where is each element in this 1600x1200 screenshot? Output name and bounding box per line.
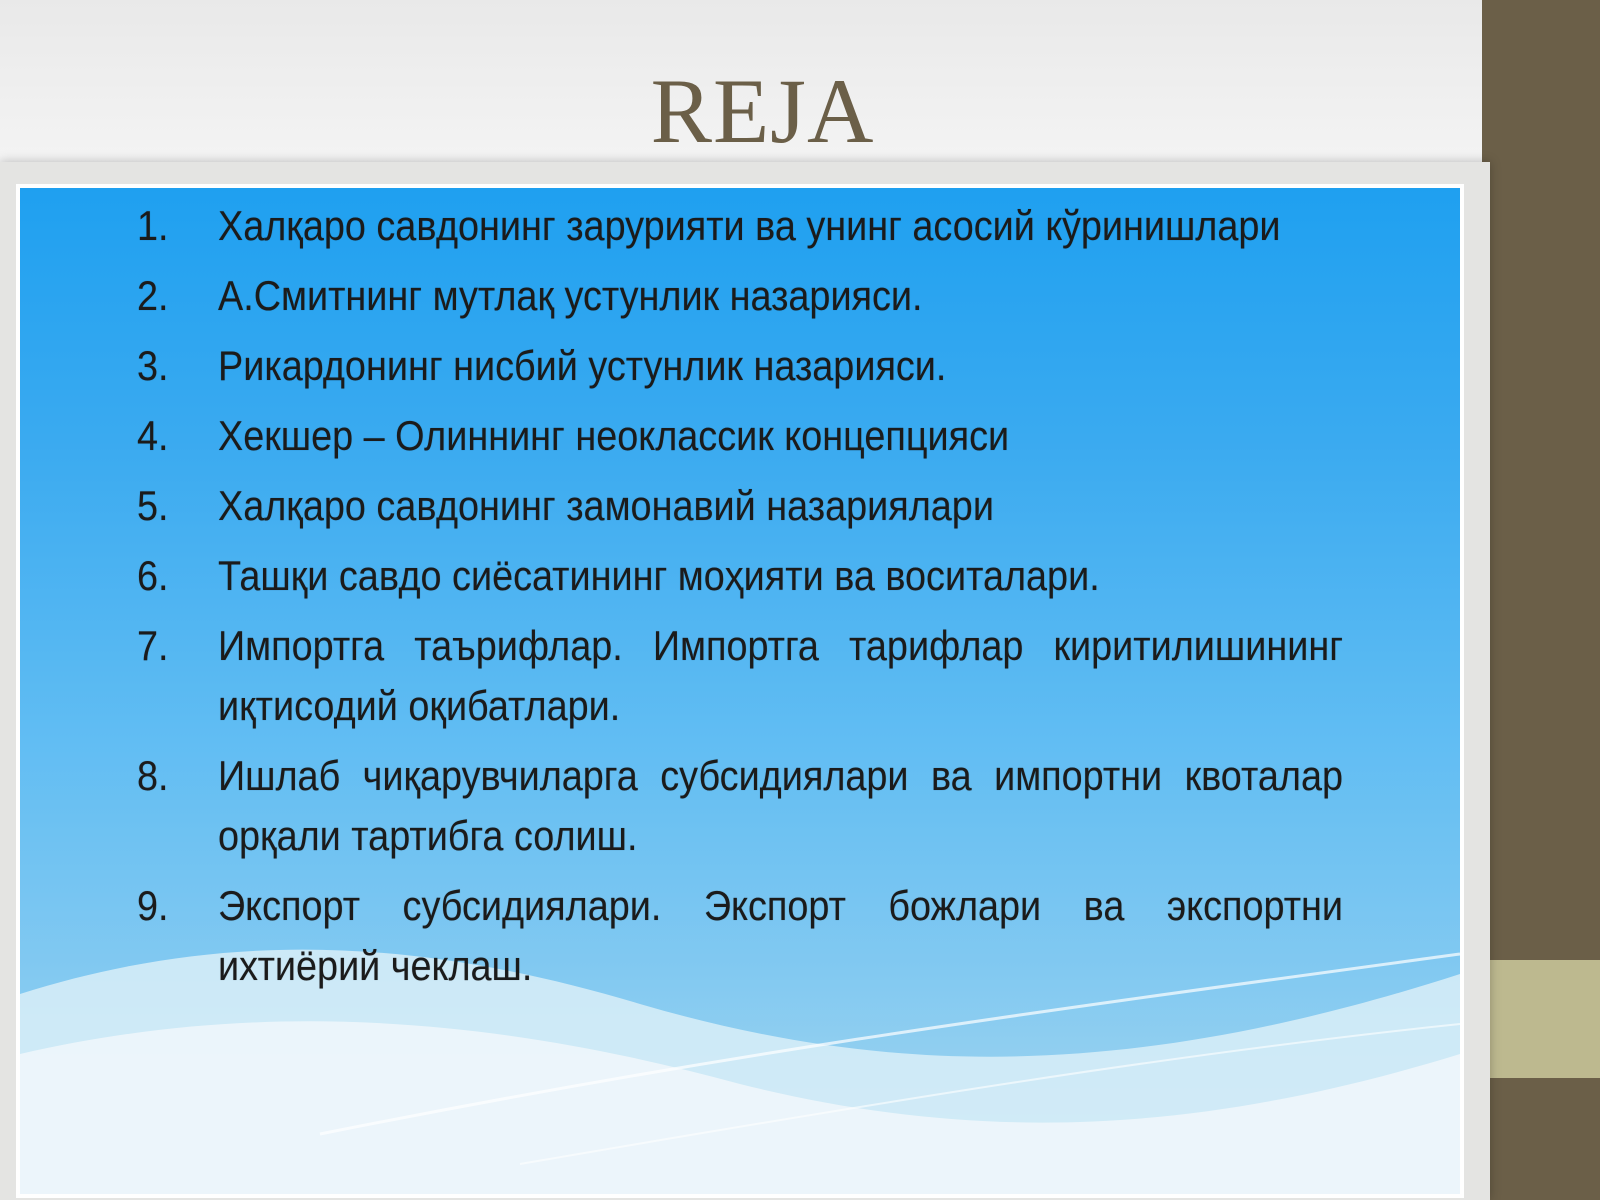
item-number: 6. (137, 552, 169, 599)
list-item (20, 266, 1316, 326)
slide-title: REJA (650, 60, 875, 162)
content-panel (16, 184, 1464, 1198)
item-text: Ташқи савдо сиёсатининг моҳияти ва воситалари. (218, 552, 1100, 599)
item-text: Импортга таърифлар. Импортга тарифлар киритилишининг иқтисодий оқибатлари. (218, 622, 1343, 729)
item-text: Хекшер – Олиннинг неоклассик концепцияси (218, 412, 1010, 459)
item-text: Халқаро савдонинг зарурияти ва унинг асосий кўринишлари (218, 202, 1281, 249)
plan-list (20, 196, 1460, 996)
item-number: 5. (137, 482, 169, 529)
list-item (20, 336, 1316, 396)
list-item (20, 196, 1316, 256)
list-item (20, 406, 1316, 466)
right-accent-block (1482, 960, 1600, 1078)
item-number: 9. (137, 882, 169, 929)
item-text: Ишлаб чиқарувчиларга субсидиялари ва импортни квоталар орқали тартибга солиш. (218, 752, 1343, 859)
item-text: А.Смитнинг мутлақ устунлик назарияси. (218, 272, 923, 319)
image-frame (0, 162, 1490, 1200)
list-item (20, 876, 1343, 996)
item-text: Рикардонинг нисбий устунлик назарияси. (218, 342, 947, 389)
list-item (20, 616, 1343, 736)
item-number: 2. (137, 272, 169, 319)
list-item (20, 476, 1316, 536)
item-text: Халқаро савдонинг замонавий назариялари (218, 482, 994, 529)
list-item (20, 546, 1316, 606)
item-number: 7. (137, 622, 169, 669)
item-number: 3. (137, 342, 169, 389)
item-text: Экспорт субсидиялари. Экспорт божлари ва экспортни ихтиёрий чеклаш. (218, 882, 1343, 989)
item-number: 1. (137, 202, 169, 249)
list-item (20, 746, 1343, 866)
item-number: 4. (137, 412, 169, 459)
item-number: 8. (137, 752, 169, 799)
